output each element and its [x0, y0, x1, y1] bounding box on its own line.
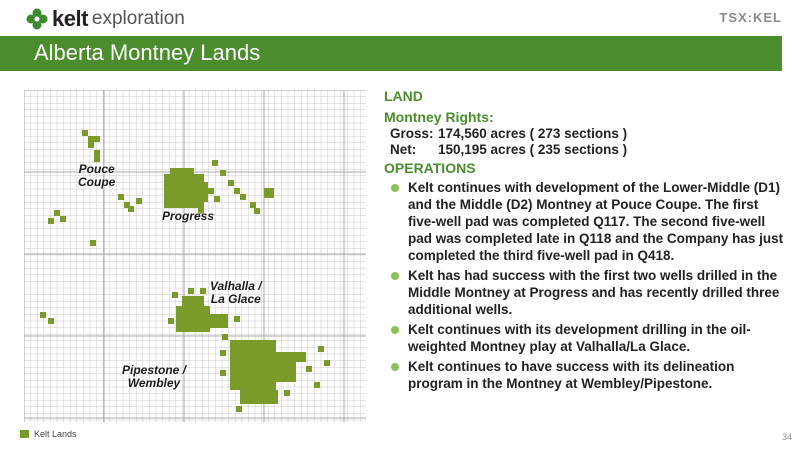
- land-parcel: [90, 240, 96, 246]
- bullet-text: Kelt has had success with the first two wells drilled in the Middle Montney at Progress and has recently drilled three additional wells.: [408, 268, 780, 317]
- bullet-dot-icon: [391, 363, 399, 371]
- land-parcel: [208, 188, 214, 194]
- slide-title: Alberta Montney Lands: [34, 40, 261, 65]
- land-parcel: [60, 216, 66, 222]
- land-parcel: [220, 370, 226, 376]
- land-parcel: [214, 196, 220, 202]
- land-parcel: [318, 346, 324, 352]
- land-parcel: [264, 188, 274, 198]
- content-panel: [384, 88, 784, 392]
- land-parcel: [254, 208, 260, 214]
- land-parcel: [240, 390, 278, 404]
- list-item: [384, 321, 784, 355]
- land-parcel: [274, 352, 296, 382]
- net-value: 150,195 acres ( 235 sections ): [438, 142, 628, 157]
- title-bar: [0, 36, 782, 71]
- land-parcel: [220, 170, 226, 176]
- label-pipestone: Pipestone / Wembley: [122, 363, 187, 390]
- land-parcel: [296, 352, 306, 362]
- bullet-dot-icon: [391, 326, 399, 334]
- gross-label: Gross:: [390, 126, 434, 141]
- land-parcel: [228, 180, 234, 186]
- land-parcel: [40, 312, 46, 318]
- land-parcel: [236, 406, 242, 412]
- land-parcel: [88, 142, 94, 148]
- land-parcel: [250, 202, 256, 208]
- land-parcel: [172, 292, 178, 298]
- logo-subtitle: exploration: [91, 8, 185, 29]
- bullet-text: Kelt continues with development of the Lower-Middle (D1) and the Middle (D2) Montney at Pouce Coupe. The first five-well pad was completed Q117. The second five-well pad was completed late in Q118 and the Company has just completed the third five-well pad in Q418.: [408, 180, 784, 263]
- land-parcel: [94, 150, 100, 156]
- land-parcel: [182, 296, 204, 306]
- land-parcel: [306, 366, 312, 372]
- operations-heading: OPERATIONS: [384, 160, 476, 176]
- land-parcel: [188, 288, 194, 294]
- bullet-dot-icon: [391, 184, 399, 192]
- rights-heading: Montney Rights:: [384, 109, 494, 125]
- land-parcel: [170, 168, 194, 176]
- kelt-logo: [26, 6, 185, 32]
- logo-word: kelt: [52, 6, 88, 31]
- land-parcel: [240, 194, 246, 200]
- land-parcel: [314, 382, 320, 388]
- list-item: [384, 358, 784, 392]
- net-row: [384, 142, 784, 157]
- land-parcel: [212, 160, 218, 166]
- bullet-text: Kelt continues with its development drilling in the oil-weighted Montney play at Valhalla/La Glace.: [408, 322, 751, 354]
- land-parcel: [94, 136, 100, 142]
- land-parcel: [234, 316, 240, 322]
- legend-label: Kelt Lands: [34, 429, 77, 439]
- net-label: Net:: [390, 142, 417, 157]
- label-pouce-coupe: Pouce Coupe: [78, 162, 116, 189]
- label-progress: Progress: [162, 209, 215, 223]
- land-parcel: [54, 210, 60, 216]
- land-parcel: [234, 188, 240, 194]
- bullet-text: Kelt continues to have success with its delineation program in the Montney at Wembley/Pipestone.: [408, 359, 735, 391]
- land-parcel: [222, 334, 228, 340]
- land-parcel: [200, 288, 206, 294]
- land-parcel: [82, 130, 88, 136]
- land-parcel: [168, 318, 174, 324]
- land-parcel: [136, 198, 142, 204]
- land-parcel: [176, 306, 210, 332]
- land-parcel: [230, 340, 276, 390]
- label-valhalla: Valhalla / La Glace: [210, 279, 262, 306]
- land-parcel: [128, 206, 134, 212]
- land-parcel: [284, 390, 290, 396]
- land-parcel: [200, 182, 208, 202]
- land-heading: LAND: [384, 88, 423, 104]
- list-item: [384, 179, 784, 264]
- land-parcel: [324, 360, 330, 366]
- legend-swatch: [20, 430, 29, 438]
- montney-lands-map: [24, 90, 366, 422]
- operations-list: [384, 179, 784, 392]
- land-parcel: [164, 174, 204, 208]
- ticker-symbol: TSX:KEL: [719, 10, 782, 25]
- kelt-clover-icon: [26, 8, 48, 30]
- land-parcel: [118, 194, 124, 200]
- page-number: 34: [781, 432, 792, 442]
- land-parcel: [48, 318, 54, 324]
- map-legend: [20, 429, 77, 439]
- gross-value: 174,560 acres ( 273 sections ): [438, 126, 628, 141]
- gross-row: [384, 126, 784, 141]
- land-parcel: [88, 136, 94, 142]
- land-parcel: [48, 218, 54, 224]
- list-item: [384, 267, 784, 318]
- land-parcel: [210, 314, 228, 328]
- land-parcel: [220, 350, 226, 356]
- map-grid: [24, 90, 366, 422]
- bullet-dot-icon: [391, 272, 399, 280]
